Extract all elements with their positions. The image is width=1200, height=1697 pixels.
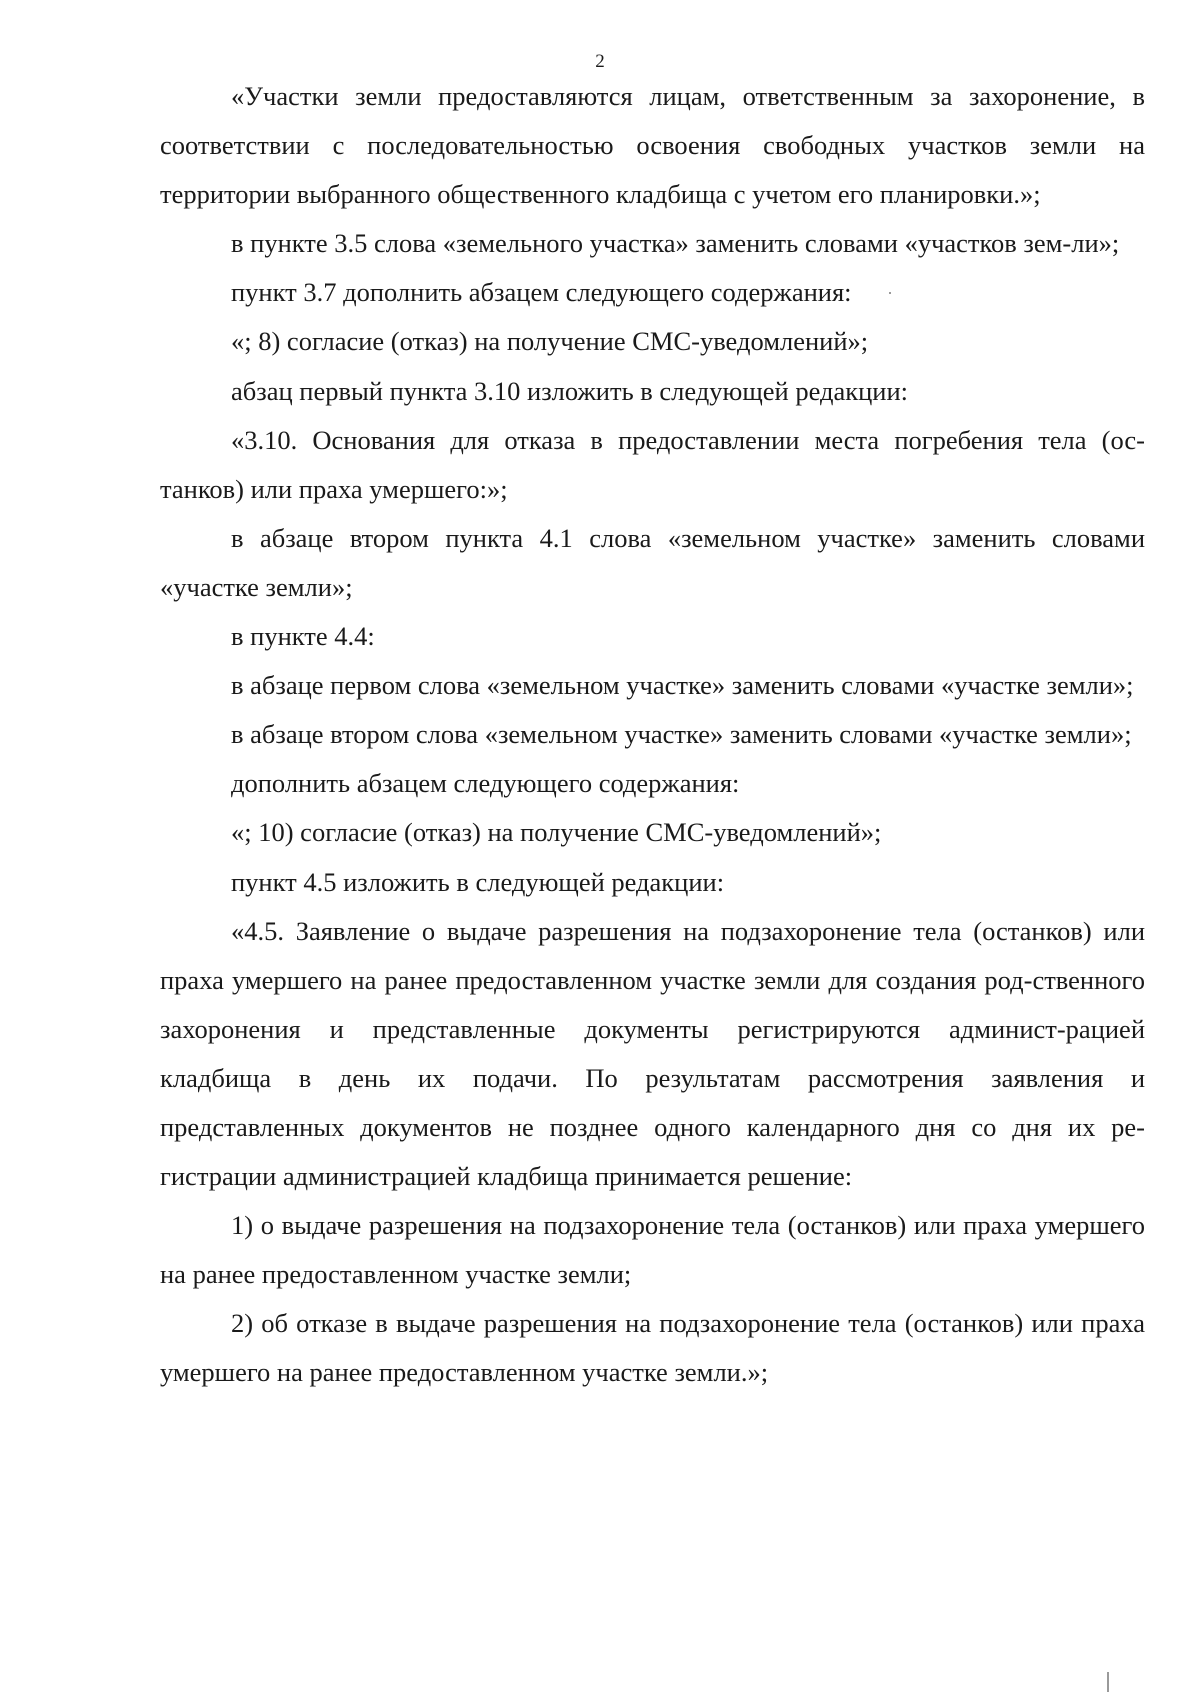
paragraph: «Участки земли предоставляются лицам, ответственным за захоронение, в соответствии с последовательностью освоения свободных участков земли на территории выбранного общественного кладбища с учетом его планировки.»; (160, 81, 1145, 210)
paragraph: «3.10. Основания для отказа в предоставлении места погребения тела (ос-танков) или праха умершего:»; (160, 424, 1145, 504)
paragraph: «; 10) согласие (отказ) на получение СМС-уведомлений»; (231, 817, 882, 848)
paragraph: пункт 4.5 изложить в следующей редакции: (231, 866, 725, 897)
scan-speck (889, 292, 891, 294)
paragraph: 2) об отказе в выдаче разрешения на подзахоронение тела (останков) или праха умершего на ранее предоставленном участке земли.»; (160, 1308, 1145, 1388)
paragraph: в абзаце втором пункта 4.1 слова «земельном участке» заменить словами «участке земли»; (160, 522, 1145, 602)
paragraph: в пункте 4.4: (231, 621, 375, 652)
scan-edge-mark (1107, 1672, 1109, 1692)
paragraph: пункт 3.7 дополнить абзацем следующего содержания: (231, 277, 852, 308)
document-body (160, 72, 1145, 1398)
paragraph: в абзаце втором слова «земельном участке» заменить словами «участке земли»; (231, 719, 1132, 750)
paragraph: абзац первый пункта 3.10 изложить в следующей редакции: (231, 375, 909, 406)
paragraph: дополнить абзацем следующего содержания: (231, 768, 740, 799)
paragraph: в пункте 3.5 слова «земельного участка» заменить словами «участков зем-ли»; (231, 228, 1120, 259)
paragraph: «; 8) согласие (отказ) на получение СМС-уведомлений»; (231, 326, 869, 357)
page-number: 2 (595, 51, 605, 72)
paragraph: «4.5. Заявление о выдаче разрешения на подзахоронение тела (останков) или праха умершего на ранее предоставленном участке земли для создания род-ственного захоронения и представленные документы регистрируются админист-рацией кладбища в день их подачи. По результатам рассмотрения заявления и представленных документов не позднее одного календарного дня со дня их ре-гистрации администрацией кладбища принимается решение: (160, 915, 1145, 1192)
paragraph: в абзаце первом слова «земельном участке» заменить словами «участке земли»; (231, 670, 1134, 701)
paragraph: 1) о выдаче разрешения на подзахоронение тела (останков) или праха умершего на ранее предоставленном участке земли; (160, 1210, 1145, 1290)
